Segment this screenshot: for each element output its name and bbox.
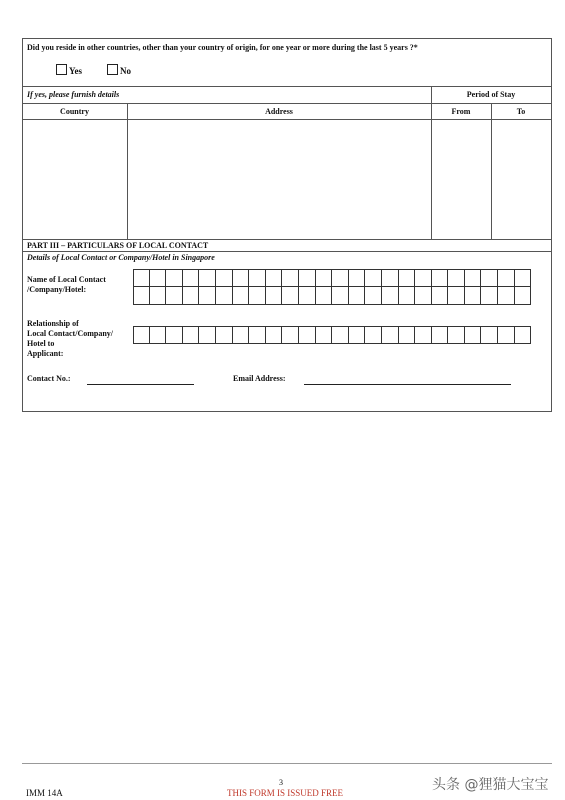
divider (22, 239, 552, 240)
col-address: Address (265, 107, 293, 116)
divider (22, 251, 552, 252)
no-label: No (120, 66, 131, 76)
footer-divider (22, 763, 552, 764)
yes-label: Yes (69, 66, 82, 76)
yes-option[interactable] (56, 64, 82, 77)
issued-free-notice: THIS FORM IS ISSUED FREE (226, 788, 344, 798)
details-note: If yes, please furnish details (27, 90, 120, 99)
form-code: IMM 14A (26, 788, 63, 798)
from-cell[interactable] (432, 120, 490, 238)
name-label-line1: Name of Local Contact (27, 275, 106, 284)
name-grid-row1[interactable] (133, 269, 531, 287)
email-label: Email Address: (233, 374, 286, 383)
col-country: Country (60, 107, 89, 116)
residence-question: Did you reside in other countries, other than your country of origin, for one year or more during the last 5 years ?* (27, 43, 418, 52)
divider (22, 103, 552, 104)
contact-field[interactable] (87, 384, 194, 385)
rel-label-line1: Relationship of (27, 319, 79, 328)
divider (22, 86, 552, 87)
period-header: Period of Stay (466, 90, 516, 99)
rel-label-line2: Local Contact/Company/ (27, 329, 113, 338)
part3-subtitle: Details of Local Contact or Company/Hotel in Singapore (27, 253, 215, 262)
address-cell[interactable] (128, 120, 430, 238)
relationship-grid[interactable] (133, 326, 531, 344)
to-cell[interactable] (492, 120, 550, 238)
yes-checkbox[interactable] (56, 64, 67, 75)
page-number: 3 (279, 778, 283, 787)
rel-label-line4: Applicant: (27, 349, 64, 358)
part3-title: PART III – PARTICULARS OF LOCAL CONTACT (27, 241, 209, 250)
country-cell[interactable] (23, 120, 126, 238)
relationship-label (27, 319, 113, 359)
col-from: From (451, 107, 471, 116)
no-checkbox[interactable] (107, 64, 118, 75)
watermark: 头条 @狸猫大宝宝 (432, 777, 549, 793)
name-label (27, 275, 106, 295)
col-to: To (516, 107, 526, 116)
no-option[interactable] (107, 64, 131, 77)
name-label-line2: /Company/Hotel: (27, 285, 87, 294)
email-field[interactable] (304, 384, 511, 385)
name-grid-row2[interactable] (133, 287, 531, 305)
contact-label: Contact No.: (27, 374, 71, 383)
rel-label-line3: Hotel to (27, 339, 55, 348)
